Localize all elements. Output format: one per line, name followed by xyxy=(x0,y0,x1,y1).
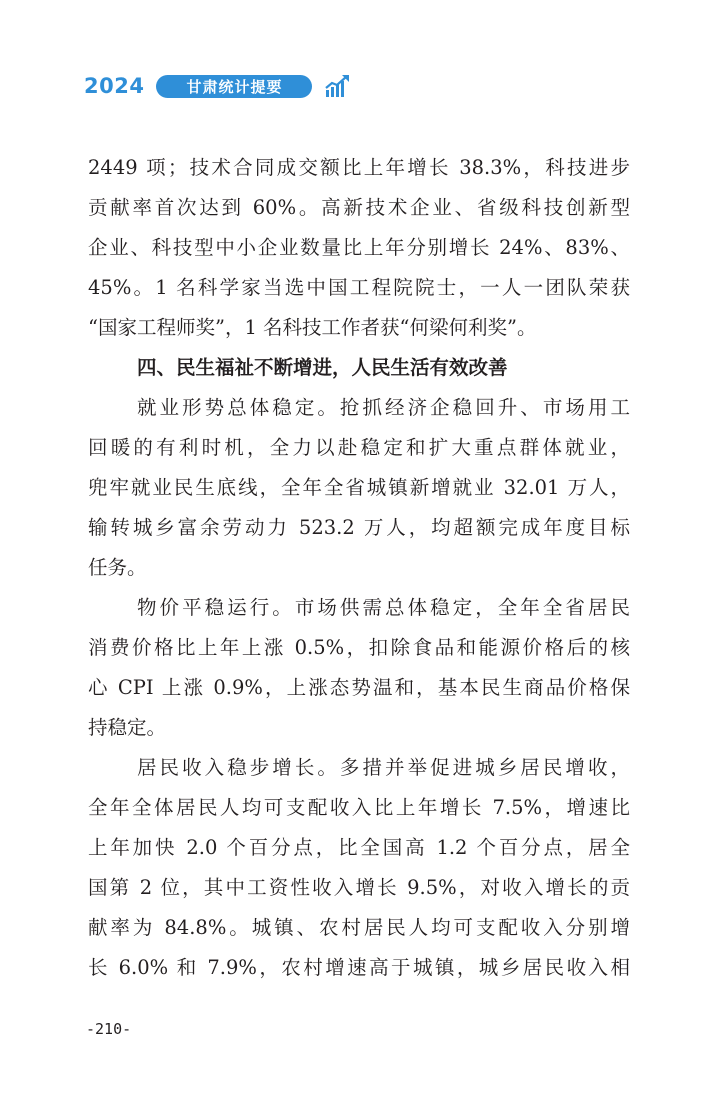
text-line: 持稳定。 xyxy=(88,716,167,739)
header-title-badge: 甘肃统计提要 xyxy=(156,75,312,98)
section-heading: 四、民生福祉不断增进，人民生活有效改善 xyxy=(137,356,508,379)
page-header xyxy=(84,70,350,102)
text-line: 任务。 xyxy=(88,556,147,579)
text-line: “国家工程师奖”，1 名科技工作者获“何梁何利奖”。 xyxy=(88,316,537,339)
text-line: 长 6.0% 和 7.9%，农村增速高于城镇，城乡居民收入相 xyxy=(88,956,630,979)
text-line: 兜牢就业民生底线，全年全省城镇新增就业 32.01 万人， xyxy=(88,476,630,499)
paragraph-start: 物价平稳运行。市场供需总体稳定，全年全省居民 xyxy=(137,596,630,619)
text-line: 心 CPI 上涨 0.9%，上涨态势温和，基本民生商品价格保 xyxy=(88,676,630,699)
text-line: 回暖的有利时机，全力以赴稳定和扩大重点群体就业， xyxy=(88,436,630,459)
header-year: 2024 xyxy=(84,74,145,98)
page-number: -210- xyxy=(86,1020,132,1038)
paragraph-start: 居民收入稳步增长。多措并举促进城乡居民增收， xyxy=(137,756,630,779)
text-line: 献率为 84.8%。城镇、农村居民人均可支配收入分别增 xyxy=(88,916,630,939)
text-line: 上年加快 2.0 个百分点，比全国高 1.2 个百分点，居全 xyxy=(88,836,630,859)
text-line: 输转城乡富余劳动力 523.2 万人，均超额完成年度目标 xyxy=(88,516,630,539)
body-text xyxy=(88,148,630,988)
text-line: 企业、科技型中小企业数量比上年分别增长 24%、83%、 xyxy=(88,236,630,259)
growth-chart-icon xyxy=(324,73,350,99)
text-line: 贡献率首次达到 60%。高新技术企业、省级科技创新型 xyxy=(88,196,630,219)
text-line: 2449 项；技术合同成交额比上年增长 38.3%，科技进步 xyxy=(88,156,630,179)
text-line: 全年全体居民人均可支配收入比上年增长 7.5%，增速比 xyxy=(88,796,630,819)
paragraph-start: 就业形势总体稳定。抢抓经济企稳回升、市场用工 xyxy=(137,396,630,419)
text-line: 消费价格比上年上涨 0.5%，扣除食品和能源价格后的核 xyxy=(88,636,630,659)
text-line: 国第 2 位，其中工资性收入增长 9.5%，对收入增长的贡 xyxy=(88,876,630,899)
text-line: 45%。1 名科学家当选中国工程院院士，一人一团队荣获 xyxy=(88,276,630,299)
